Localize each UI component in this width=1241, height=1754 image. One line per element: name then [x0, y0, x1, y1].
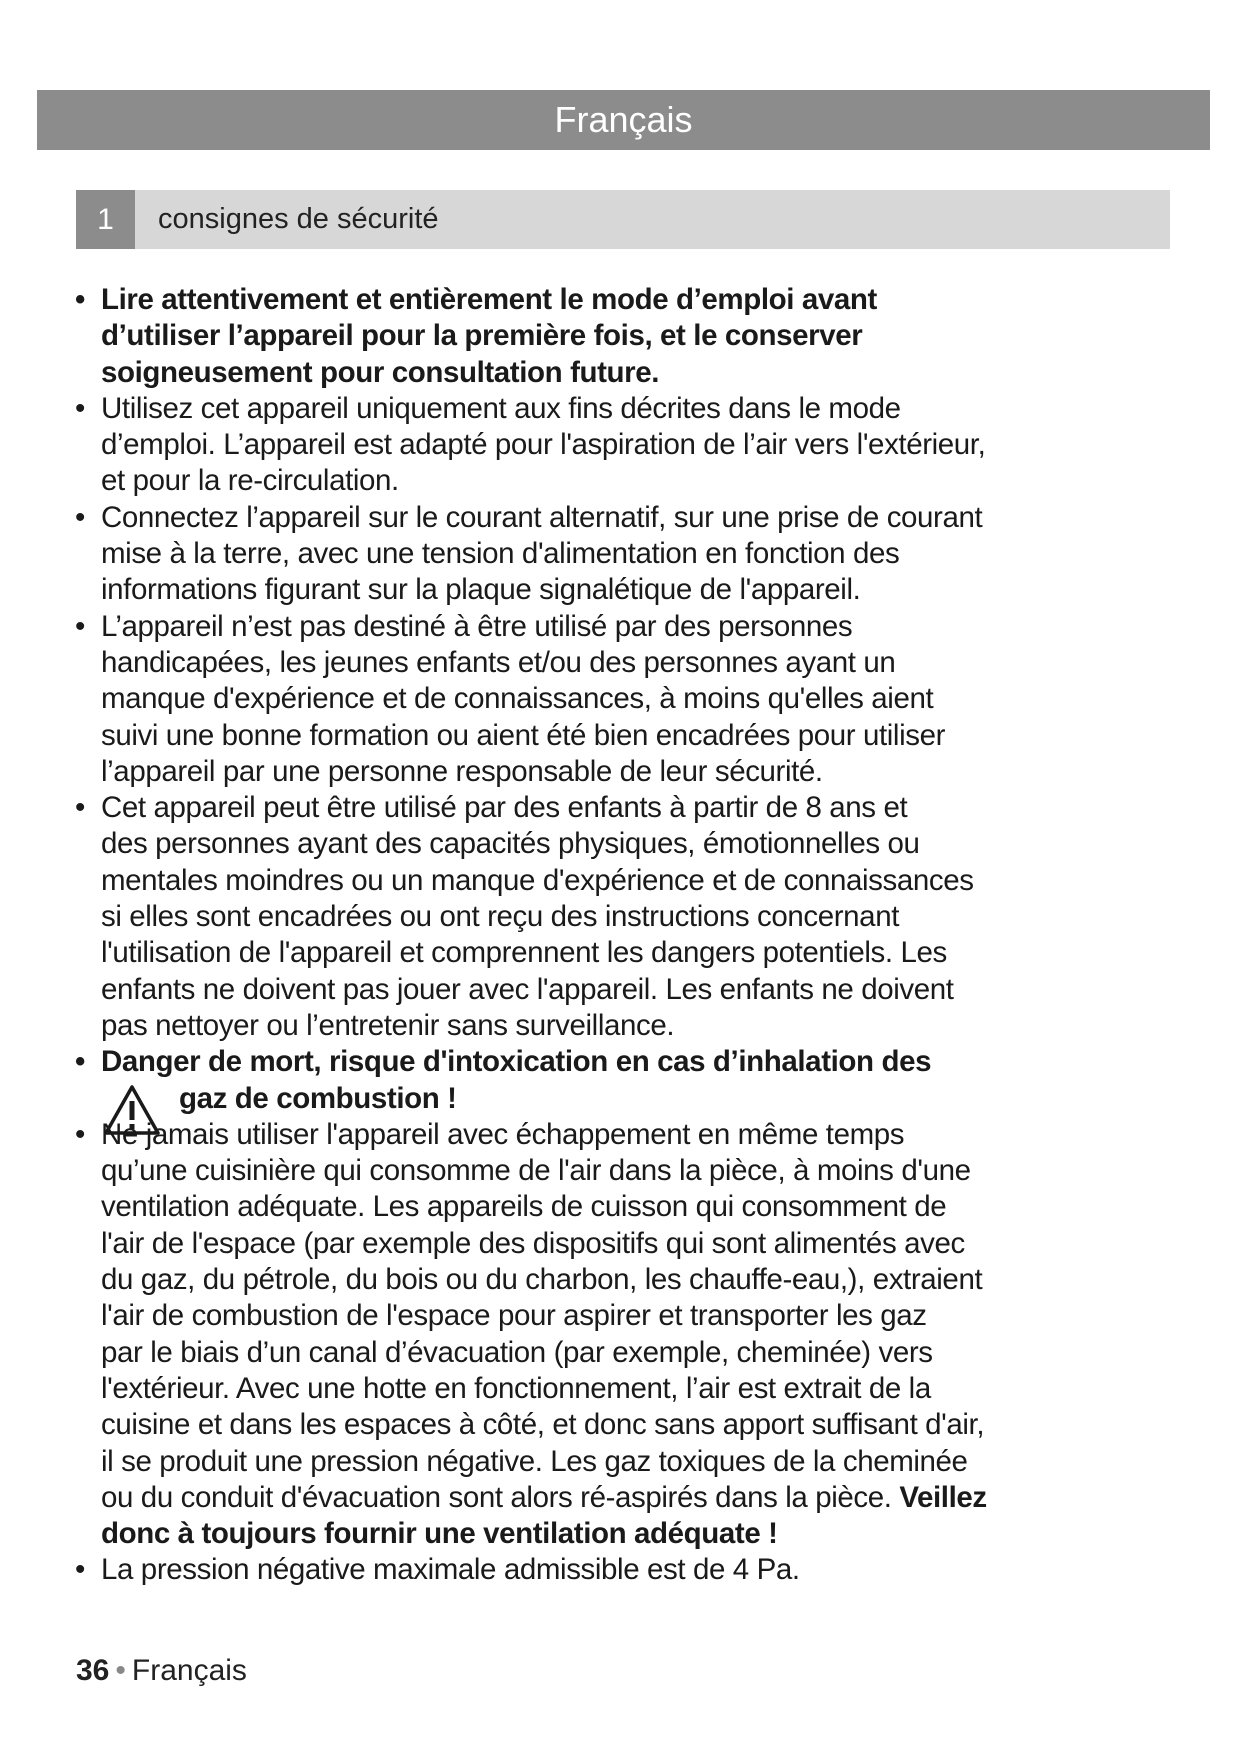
text-line: pas nettoyer ou l’entretenir sans surveillance.: [101, 1008, 675, 1042]
text-line: Ne jamais utiliser l'appareil avec échappement en même temps: [101, 1117, 905, 1151]
emphasis-text: Veillez: [899, 1480, 987, 1514]
bullet: •: [75, 1117, 85, 1151]
text-line: cuisine et dans les espaces à côté, et donc sans apport suffisant d'air,: [101, 1408, 985, 1442]
text-line: mentales moindres ou un manque d'expérience et de connaissances: [101, 863, 974, 897]
text-line: si elles sont encadrées ou ont reçu des instructions concernant: [101, 900, 899, 934]
danger-warning: [73, 1044, 1178, 1117]
text-line: l'extérieur. Avec une hotte en fonctionnement, l’air est extrait de la: [101, 1371, 931, 1405]
list-item: [73, 1117, 1178, 1553]
text-line: ventilation adéquate. Les appareils de cuisson qui consomment de: [101, 1190, 947, 1224]
text-line: [101, 1480, 1178, 1516]
text-line: l’appareil par une personne responsable de leur sécurité.: [101, 754, 823, 788]
safety-instructions: [73, 282, 1178, 1589]
text-line: Cet appareil peut être utilisé par des enfants à partir de 8 ans et: [101, 791, 908, 825]
section-number: 1: [76, 190, 135, 249]
text-line: enfants ne doivent pas jouer avec l'appareil. Les enfants ne doivent: [101, 972, 954, 1006]
text-line: handicapées, les jeunes enfants et/ou des personnes ayant un: [101, 645, 896, 679]
section-title: consignes de sécurité: [158, 203, 439, 235]
bullet: •: [75, 609, 85, 643]
list-item: [73, 500, 1178, 609]
text-line: soigneusement pour consultation future.: [101, 355, 660, 389]
text-line: et pour la re-circulation.: [101, 464, 399, 498]
bullet: •: [75, 1553, 85, 1587]
text-segment: ou du conduit d'évacuation sont alors ré-aspirés dans la pièce.: [101, 1480, 900, 1514]
bullet: •: [75, 391, 85, 425]
text-line: il se produit une pression négative. Les gaz toxiques de la cheminée: [101, 1444, 968, 1478]
bullet: •: [75, 1045, 85, 1079]
text-line: La pression négative maximale admissible est de 4 Pa.: [101, 1553, 800, 1587]
language-banner: [37, 90, 1210, 150]
list-item: [73, 1552, 1178, 1588]
list-item: [73, 282, 1178, 391]
text-line: manque d'expérience et de connaissances, à moins qu'elles aient: [101, 682, 934, 716]
page-number: 36: [76, 1654, 110, 1687]
list-item: [73, 790, 1178, 1044]
emphasis-line: donc à toujours fournir une ventilation adéquate !: [101, 1517, 778, 1551]
bullet: •: [75, 791, 85, 825]
text-line: l'air de combustion de l'espace pour aspirer et transporter les gaz: [101, 1299, 927, 1333]
footer-language: Français: [131, 1654, 247, 1687]
text-line: L’appareil n’est pas destiné à être utilisé par des personnes: [101, 609, 853, 643]
text-line: gaz de combustion !: [179, 1081, 457, 1115]
text-line: mise à la terre, avec une tension d'alimentation en fonction des: [101, 537, 900, 571]
text-line: des personnes ayant des capacités physiques, émotionnelles ou: [101, 827, 920, 861]
text-line: Danger de mort, risque d'intoxication en cas d’inhalation des: [101, 1045, 932, 1079]
list-item: [73, 391, 1178, 500]
text-line: Lire attentivement et entièrement le mode d’emploi avant: [101, 283, 877, 316]
language-banner-text: Français: [554, 99, 693, 140]
bullet: •: [75, 500, 85, 534]
page-footer: [76, 1654, 247, 1688]
text-line: d’utiliser l’appareil pour la première fois, et le conserver: [101, 319, 863, 353]
text-line: informations figurant sur la plaque signalétique de l'appareil.: [101, 573, 861, 607]
text-line: Utilisez cet appareil uniquement aux fins décrites dans le mode: [101, 391, 901, 425]
text-line: du gaz, du pétrole, du bois ou du charbon, les chauffe-eau,), extraient: [101, 1263, 983, 1297]
text-line: l'utilisation de l'appareil et comprennent les dangers potentiels. Les: [101, 936, 947, 970]
list-item: [73, 609, 1178, 790]
section-header: [76, 190, 1170, 249]
text-line: Connectez l’appareil sur le courant alternatif, sur une prise de courant: [101, 500, 983, 534]
text-line: l'air de l'espace (par exemple des dispositifs qui sont alimentés avec: [101, 1226, 965, 1260]
bullet: •: [75, 283, 85, 316]
text-line: suivi une bonne formation ou aient été bien encadrées pour utiliser: [101, 718, 946, 752]
footer-separator: •: [115, 1654, 126, 1687]
text-line: qu’une cuisinière qui consomme de l'air dans la pièce, à moins d'une: [101, 1154, 971, 1188]
text-line: par le biais d’un canal d’évacuation (par exemple, cheminée) vers: [101, 1335, 933, 1369]
text-line: d’emploi. L’appareil est adapté pour l'aspiration de l’air vers l'extérieur,: [101, 428, 986, 462]
